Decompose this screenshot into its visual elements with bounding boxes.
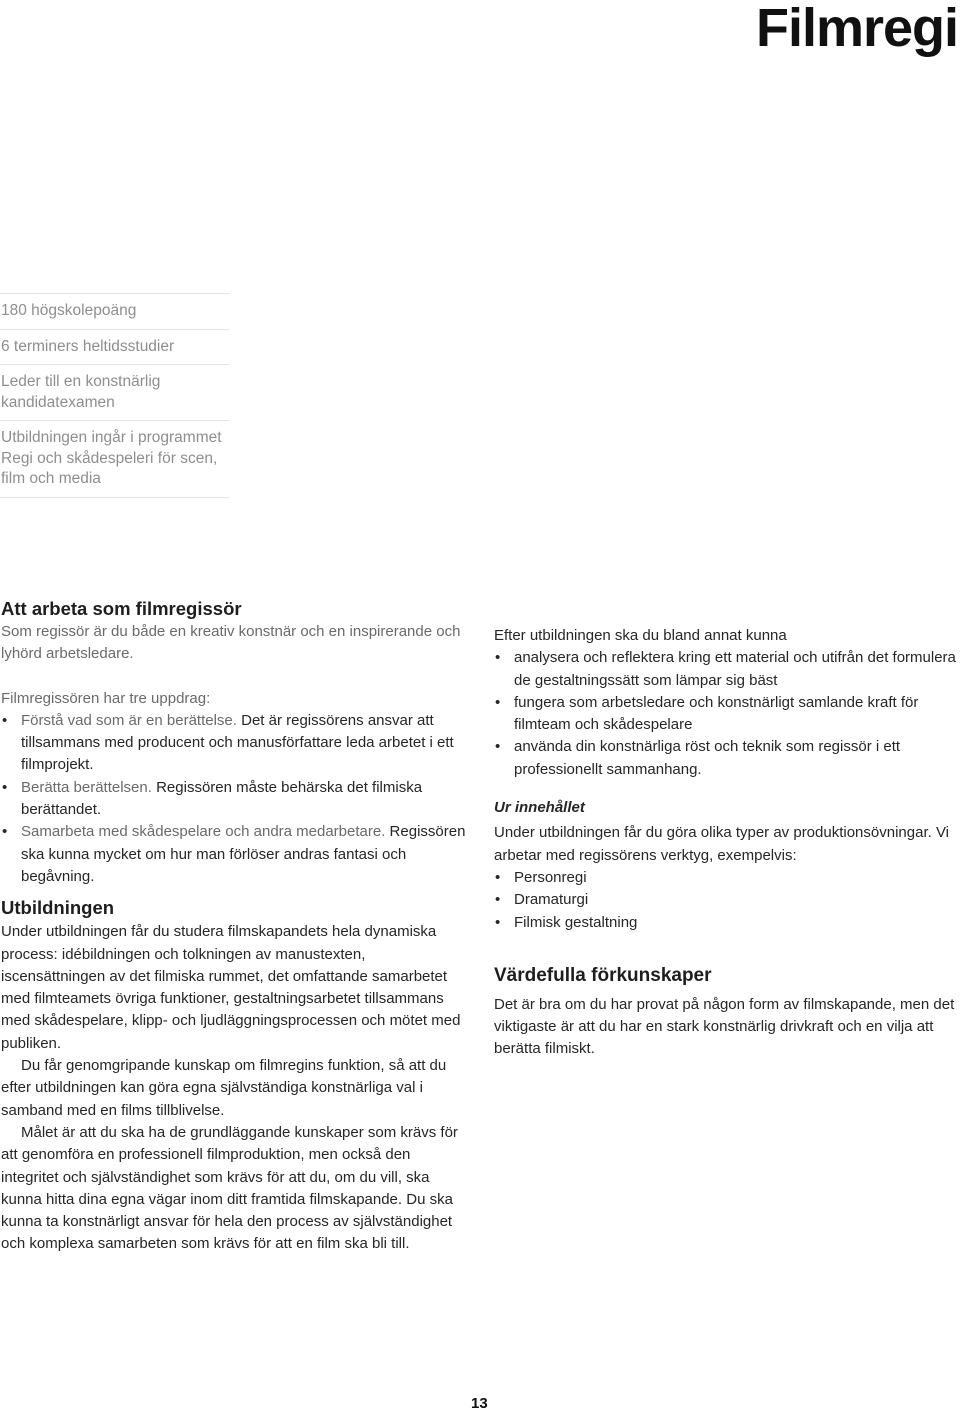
education-paragraph-3: Målet är att du ska ha de grundläggande kunskaper som krävs för att genomföra en professionell filmproduktion, men också den integritet och självständighet som krävs för att du, om du vill, ska kunna hitta dina egna vägar inom ditt framtida filmskapande. Du ska kunna ta konstnärligt ansvar för hela den process av självständighet och komplexa samarbeten som krävs för att en film ska bli till.: [1, 1123, 458, 1253]
outcome-item: • fungera som arbetsledare och konstnärligt samlande kraft för filmteam och skådespelare: [494, 692, 960, 737]
heading-education: Utbildningen: [1, 897, 115, 919]
task-text: Regissören ska kunna mycket om hur man förlöser andras fantasi och begåvning.: [21, 823, 466, 885]
content-list: [494, 867, 960, 934]
task-item: [1, 821, 471, 888]
content-item: • Filmisk gestaltning: [494, 912, 960, 934]
outcome-item: • använda din konstnärliga röst och teknik som regissör i ett professionellt sammanhang.: [494, 736, 960, 781]
task-item: [1, 710, 471, 777]
page-title: Filmregi: [755, 0, 958, 58]
outcome-item: • analysera och reflektera kring ett material och utifrån det formulera de gestaltningssätt som lämpar sig bäst: [494, 647, 960, 692]
heading-working-as-director: Att arbeta som filmregissör: [1, 598, 242, 619]
fact-programme: Utbildningen ingår i programmet Regi och skådespeleri för scen, film och media: [0, 420, 229, 498]
content-intro: Under utbildningen får du göra olika typer av produktionsövningar. Vi arbetar med regissörens verktyg, exempelvis:: [494, 824, 950, 864]
task-lead: Förstå vad som är en berättelse.: [21, 711, 237, 729]
task-text: Regissören måste behärska det filmiska berättandet.: [21, 778, 423, 819]
program-facts: [0, 293, 229, 498]
task-lead: Berätta berättelsen.: [21, 778, 152, 796]
outcomes-intro: Efter utbildningen ska du bland annat kunna: [494, 627, 787, 644]
outcomes-list: [494, 647, 960, 781]
content-item: • Dramaturgi: [494, 889, 960, 911]
fact-duration: 6 terminers heltidsstudier: [0, 329, 229, 365]
task-item: [1, 777, 471, 822]
task-lead: Samarbeta med skådespelare och andra medarbetare.: [21, 823, 386, 841]
heading-content: Ur innehållet: [494, 799, 585, 817]
heading-prerequisites: Värdefulla förkunskaper: [494, 964, 712, 986]
prerequisites-paragraph: Det är bra om du har provat på någon form av filmskapande, men det viktigaste är att du har en stark konstnärlig drivkraft och en vilja att berätta filmiskt.: [494, 995, 955, 1058]
fact-degree: Leder till en konstnärlig kandidatexamen: [0, 364, 229, 420]
tasks-intro: Filmregissören har tre uppdrag:: [1, 689, 211, 707]
education-paragraph-2: Du får genomgripande kunskap om filmregins funktion, så att du efter utbildningen kan göra egna självständiga konstnärliga val i samband med en films tillblivelse.: [1, 1057, 447, 1119]
content-item: • Personregi: [494, 867, 960, 889]
page-number: 13: [471, 1395, 488, 1412]
fact-credits: 180 högskolepoäng: [0, 293, 229, 329]
task-text: Det är regissörens ansvar att tillsammans med producent och manusförfattare leda arbetet i ett filmprojekt.: [21, 711, 454, 774]
tasks-list: [1, 710, 471, 888]
left-column: [1, 597, 471, 1256]
intro-paragraph: Som regissör är du både en kreativ konstnär och en inspirerande och lyhörd arbetsledare.: [1, 623, 461, 663]
right-column: [494, 625, 960, 1061]
education-paragraph-1: Under utbildningen får du studera filmskapandets hela dynamiska process: idébildningen och tolkningen av manustexten, iscensättningen av det filmiska rummet, det omfattande samarbetet med filmteamets övriga funktioner, gestaltningsarbetet tillsammans med skådespelare, klipp- och ljudläggningsprocessen och mötet med publiken.: [1, 923, 461, 1052]
